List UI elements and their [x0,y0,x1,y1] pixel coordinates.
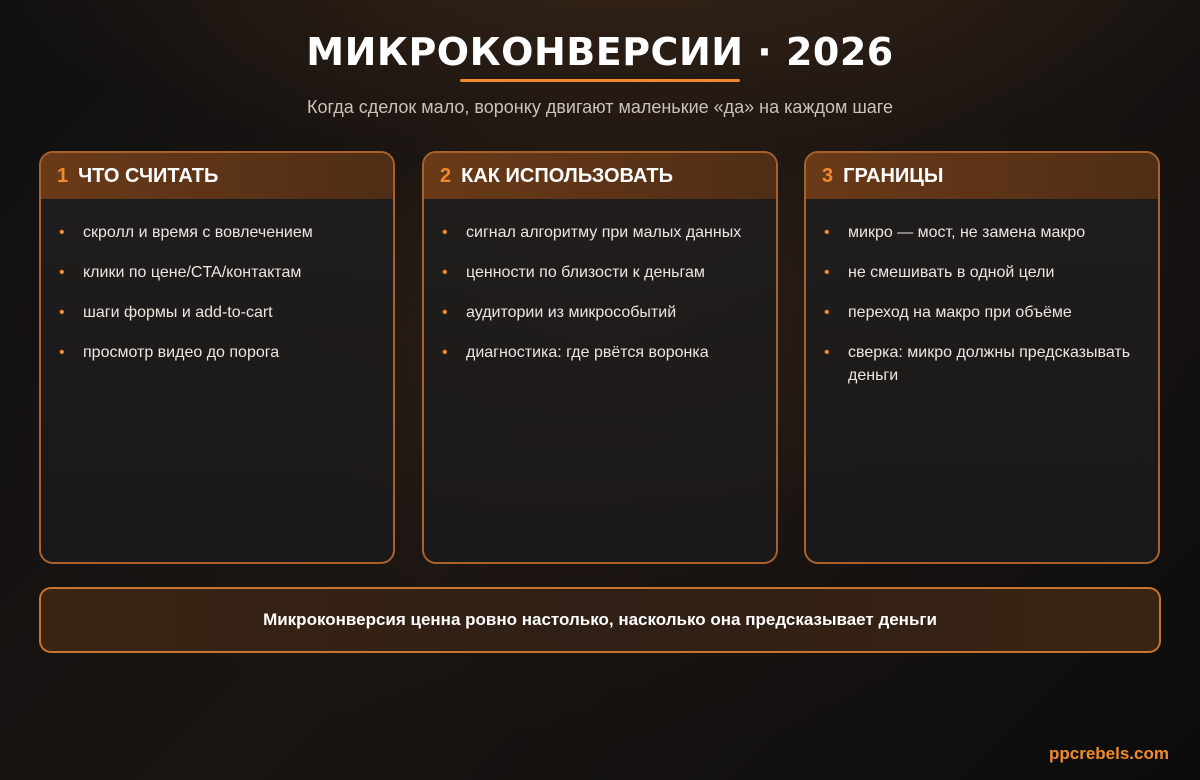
list-item [442,221,760,244]
list-item [442,341,760,364]
card-number: 2 [440,164,452,187]
list-item-text: диагностика: где рвётся воронка [466,344,709,361]
card-title: КАК ИСПОЛЬЗОВАТЬ [461,164,674,187]
key-takeaway-text: Микроконверсия ценна ровно настолько, насколько она предсказывает деньги [263,610,937,629]
bullet-icon: • [59,304,65,321]
list-item-text: ценности по близости к деньгам [466,264,705,281]
list-item [442,301,760,324]
card-list [424,199,776,364]
bullet-icon: • [824,304,830,321]
bullet-icon: • [442,344,448,361]
brand-link[interactable]: ppcrebels.com [1049,744,1169,763]
list-item-text: аудитории из микрособытий [466,304,677,321]
page-title: МИКРОКОНВЕРСИИ · 2026 [306,30,894,74]
bullet-icon: • [824,264,830,281]
card-list [41,199,393,364]
card-how-to-use [422,151,778,564]
list-item-text: скролл и время с вовлечением [83,224,313,241]
list-item [824,261,1142,284]
key-takeaway-banner [39,587,1161,653]
bullet-icon: • [824,344,830,361]
page-subtitle: Когда сделок мало, воронку двигают маленькие «да» на каждом шаге [307,97,893,117]
bullet-icon: • [442,264,448,281]
bullet-icon: • [59,344,65,361]
list-item-text: сверка: микро должны предсказывать деньги [848,344,1131,384]
list-item-text: не смешивать в одной цели [848,264,1055,281]
list-item [59,301,377,324]
bullet-icon: • [442,304,448,321]
list-item [824,301,1142,324]
bullet-icon: • [824,224,830,241]
list-item-text: клики по цене/CTA/контактам [83,264,302,281]
card-limits [804,151,1160,564]
card-list [806,199,1158,387]
bullet-icon: • [59,224,65,241]
list-item [59,221,377,244]
list-item-text: переход на макро при объёме [848,304,1072,321]
card-title: ГРАНИЦЫ [843,164,944,187]
card-what-to-count [39,151,395,564]
list-item [824,221,1142,244]
bullet-icon: • [442,224,448,241]
list-item [59,261,377,284]
card-header [41,153,393,199]
bullet-icon: • [59,264,65,281]
list-item [442,261,760,284]
card-number: 1 [57,164,69,187]
card-header [806,153,1158,199]
card-header [424,153,776,199]
list-item-text: шаги формы и add-to-cart [83,304,273,321]
title-underline [460,79,740,82]
list-item-text: просмотр видео до порога [83,344,280,361]
card-number: 3 [822,164,834,187]
card-title: ЧТО СЧИТАТЬ [78,164,219,187]
list-item-text: сигнал алгоритму при малых данных [466,224,742,241]
list-item [824,341,1142,387]
list-item [59,341,377,364]
list-item-text: микро — мост, не замена макро [848,224,1086,241]
